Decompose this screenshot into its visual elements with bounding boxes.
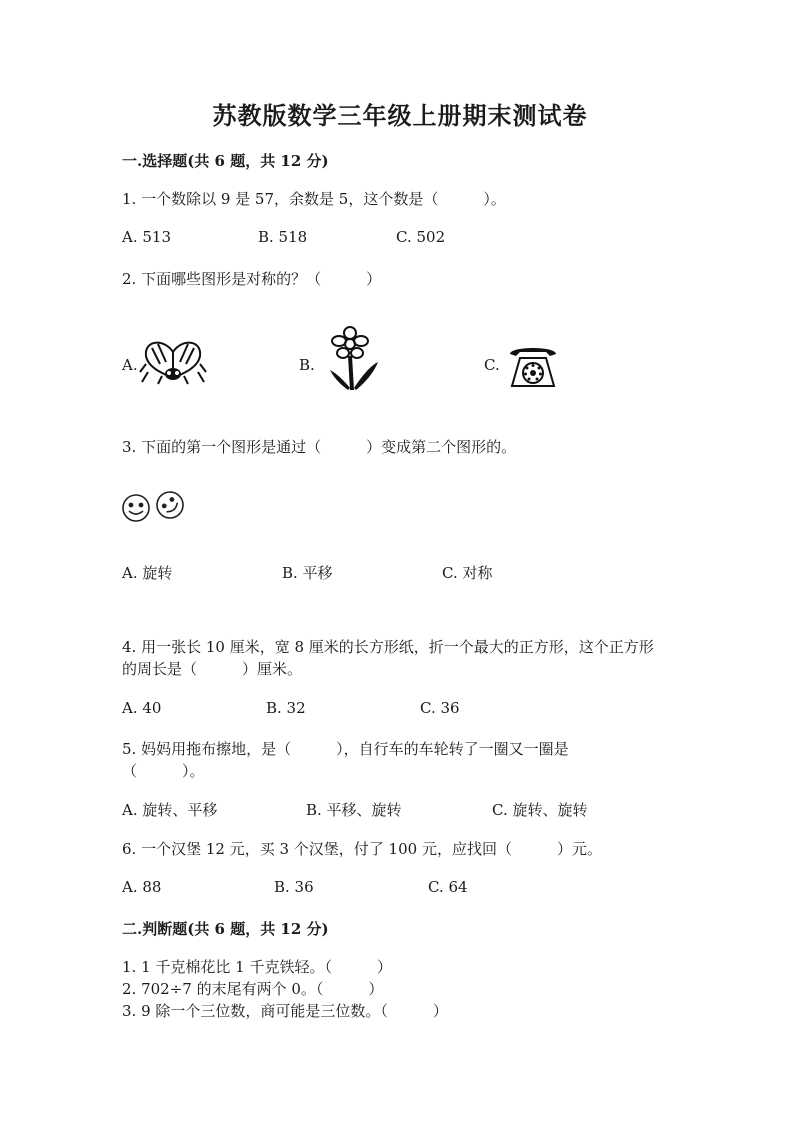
q5-option-a: A. 旋转、平移 (122, 801, 218, 819)
smiley-face-icon (123, 495, 149, 521)
q2-option-a-label: A. (122, 356, 138, 374)
q3-option-a: A. 旋转 (122, 564, 173, 582)
question-4-line-2: 的周长是（ ）厘米。 (122, 660, 303, 678)
q5-option-b: B. 平移、旋转 (306, 801, 402, 819)
q1-option-c: C. 502 (396, 228, 446, 246)
tf-item-3: 3. 9 除一个三位数，商可能是三位数。（ ） (122, 1002, 448, 1020)
q3-option-b: B. 平移 (282, 564, 333, 582)
q5-option-c: C. 旋转、旋转 (492, 801, 588, 819)
question-1: 1. 一个数除以 9 是 57，余数是 5，这个数是（ ）。 (122, 190, 506, 208)
q3-option-c: C. 对称 (442, 564, 493, 582)
question-4-line-1: 4. 用一张长 10 厘米，宽 8 厘米的长方形纸，折一个最大的正方形，这个正方形 (122, 638, 654, 656)
section-header-choice: 一.选择题(共 6 题，共 12 分) (122, 152, 329, 170)
section-header-true-false: 二.判断题(共 6 题，共 12 分) (122, 920, 329, 938)
q6-option-b: B. 36 (274, 878, 314, 896)
tf-item-2: 2. 702÷7 的末尾有两个 0。（ ） (122, 980, 384, 998)
q4-option-b: B. 32 (266, 699, 306, 717)
q1-option-b: B. 518 (258, 228, 308, 246)
question-5-line-1: 5. 妈妈用拖布擦地，是（ ），自行车的车轮转了一圈又一圈是 (122, 740, 569, 758)
q1-option-a: A. 513 (122, 228, 171, 246)
telephone-icon (506, 344, 560, 390)
question-2: 2. 下面哪些图形是对称的？（ ） (122, 270, 382, 288)
q4-option-c: C. 36 (420, 699, 460, 717)
question-3: 3. 下面的第一个图形是通过（ ）变成第二个图形的。 (122, 438, 517, 456)
q6-option-a: A. 88 (122, 878, 162, 896)
q6-option-c: C. 64 (428, 878, 468, 896)
question-5-line-2: （ ）。 (122, 762, 205, 780)
q4-option-a: A. 40 (122, 699, 162, 717)
rotated-smiley-face-icon (152, 488, 189, 523)
q2-option-b-label: B. (299, 356, 315, 374)
flower-icon (326, 326, 382, 392)
question-6: 6. 一个汉堡 12 元，买 3 个汉堡，付了 100 元，应找回（ ）元。 (122, 840, 602, 858)
q2-option-c-label: C. (484, 356, 500, 374)
smiley-faces-figure (120, 488, 192, 524)
tf-item-1: 1. 1 千克棉花比 1 千克铁轻。（ ） (122, 958, 392, 976)
ladybug-icon (138, 334, 208, 386)
page-title: 苏教版数学三年级上册期末测试卷 (212, 101, 588, 130)
